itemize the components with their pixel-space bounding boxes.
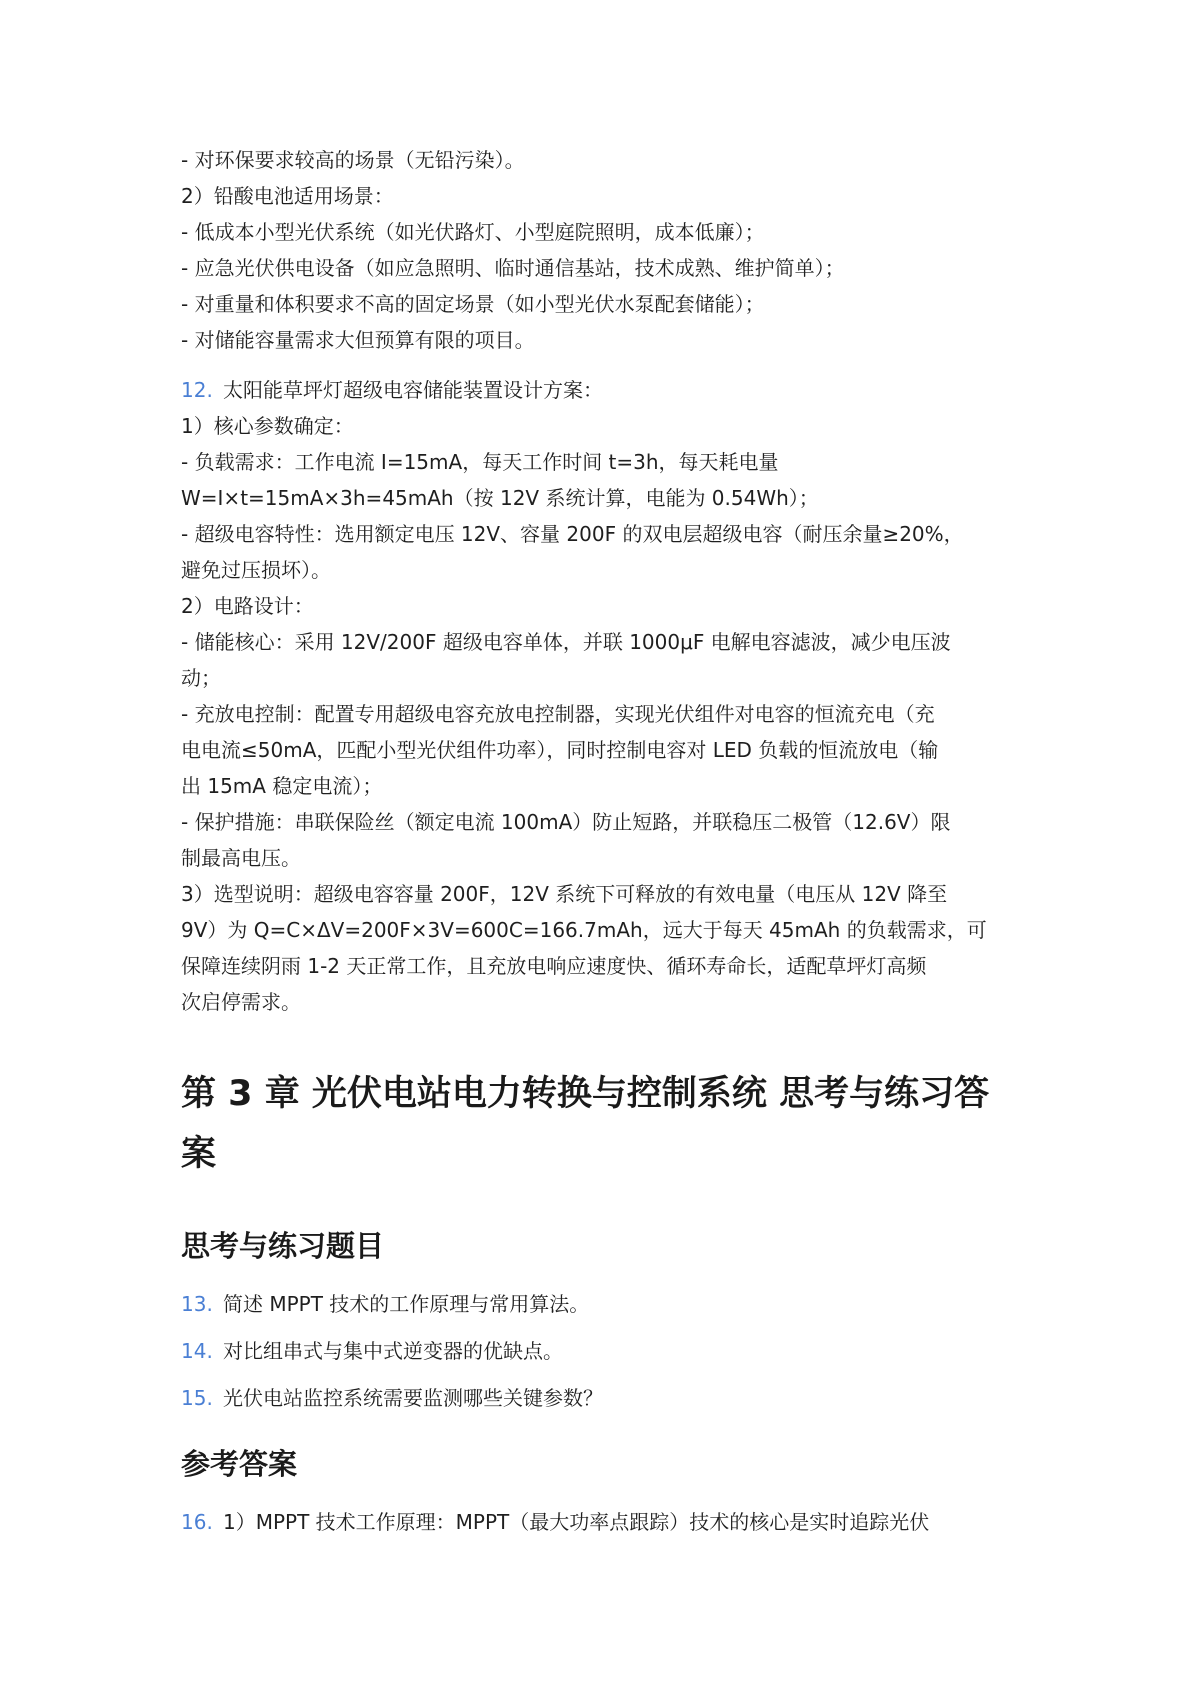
list-number: 13. [181, 1292, 213, 1316]
chapter-title-line: 案 [181, 1134, 217, 1174]
section-heading-answers: 参考答案 [181, 1447, 298, 1481]
text-line: - 保护措施：串联保险丝（额定电流 100mA）防止短路，并联稳压二极管（12.6V）限 [181, 810, 951, 834]
text-line: 电电流≤50mA，匹配小型光伏组件功率），同时控制电容对 LED 负载的恒流放电（输 [181, 738, 939, 762]
section-heading-questions: 思考与练习题目 [181, 1229, 385, 1263]
text-line: 1）核心参数确定： [181, 414, 354, 438]
text-line: - 低成本小型光伏系统（如光伏路灯、小型庭院照明，成本低廉）； [181, 220, 765, 244]
text-line: - 负载需求：工作电流 I=15mA，每天工作时间 t=3h，每天耗电量 [181, 450, 779, 474]
text-line: - 充放电控制：配置专用超级电容充放电控制器，实现光伏组件对电容的恒流充电（充 [181, 702, 935, 726]
text-line: 9V）为 Q=C×ΔV=200F×3V=600C=166.7mAh，远大于每天 45mAh 的负载需求，可 [181, 918, 987, 942]
document-page [181, 142, 1021, 1551]
questions-list [181, 1286, 1021, 1416]
text-line: - 超级电容特性：选用额定电压 12V、容量 200F 的双电层超级电容（耐压余量≥20%， [181, 522, 964, 546]
chapter-title-line: 第 3 章 光伏电站电力转换与控制系统 思考与练习答 [181, 1074, 990, 1114]
chapter-title [181, 1064, 1021, 1184]
text-line: 2）电路设计： [181, 594, 314, 618]
answers-list [181, 1504, 1021, 1540]
previous-item-continuation [181, 142, 1021, 358]
text-line: 出 15mA 稳定电流）； [181, 774, 383, 798]
list-item [181, 1380, 1021, 1416]
list-item-12 [181, 372, 1021, 1020]
text-line: 2）铅酸电池适用场景： [181, 184, 394, 208]
list-item [181, 1333, 1021, 1369]
list-item [181, 1286, 1021, 1322]
text-line: 避免过压损坏）。 [181, 558, 331, 582]
list-number: 14. [181, 1339, 213, 1363]
text-line: - 对重量和体积要求不高的固定场景（如小型光伏水泵配套储能）； [181, 292, 765, 316]
list-number: 16. [181, 1510, 213, 1534]
text-line: - 储能核心：采用 12V/200F 超级电容单体，并联 1000μF 电解电容滤波，减少电压波 [181, 630, 951, 654]
text-line: - 对储能容量需求大但预算有限的项目。 [181, 328, 535, 352]
list-item-text: 简述 MPPT 技术的工作原理与常用算法。 [223, 1292, 590, 1316]
text-line: W=I×t=15mA×3h=45mAh（按 12V 系统计算，电能为 0.54Wh）； [181, 486, 819, 510]
list-item-heading [181, 372, 1021, 408]
text-line: 次启停需求。 [181, 990, 301, 1014]
list-item [181, 1504, 1021, 1540]
list-number: 15. [181, 1386, 213, 1410]
text-line: - 对环保要求较高的场景（无铅污染）。 [181, 148, 525, 172]
list-item-title: 太阳能草坪灯超级电容储能装置设计方案： [223, 378, 603, 402]
list-item-text: 1）MPPT 技术工作原理：MPPT（最大功率点跟踪）技术的核心是实时追踪光伏 [223, 1510, 930, 1534]
list-item-text: 对比组串式与集中式逆变器的优缺点。 [223, 1339, 563, 1363]
text-line: 3）选型说明：超级电容容量 200F，12V 系统下可释放的有效电量（电压从 12V 降至 [181, 882, 948, 906]
list-item-text: 光伏电站监控系统需要监测哪些关键参数？ [223, 1386, 603, 1410]
text-line: 制最高电压。 [181, 846, 301, 870]
text-line: 动； [181, 666, 221, 690]
list-number: 12. [181, 378, 213, 402]
text-line: 保障连续阴雨 1-2 天正常工作，且充放电响应速度快、循环寿命长，适配草坪灯高频 [181, 954, 927, 978]
text-line: - 应急光伏供电设备（如应急照明、临时通信基站，技术成熟、维护简单）； [181, 256, 845, 280]
